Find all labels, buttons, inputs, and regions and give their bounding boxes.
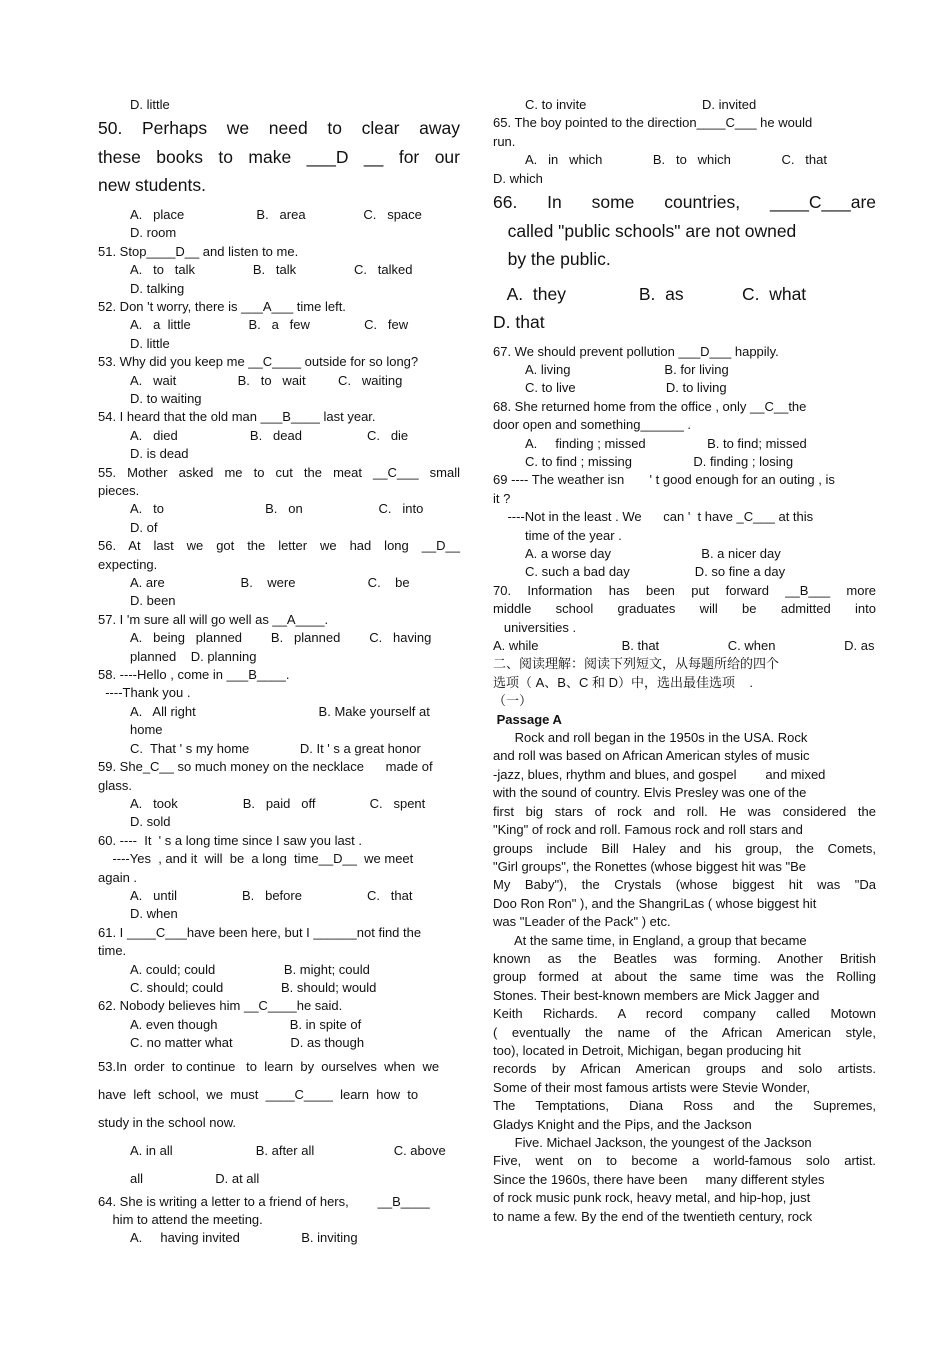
left-text-line: time.	[98, 943, 127, 959]
left-text-line: D. little	[130, 97, 170, 112]
right-text-line: 66. In some countries, ____C___are	[493, 192, 876, 213]
right-text-line: （一）	[493, 693, 533, 709]
right-text-line: 69 ---- The weather isn ' t good enough for an outing , is	[493, 472, 835, 488]
right-text-line: Gladys Knight and the Pips, and the Jackson	[493, 1116, 752, 1132]
left-text-line: D. to waiting	[130, 390, 202, 406]
left-text-line: 61. I ____C___have been here, but I ______not find the	[98, 924, 422, 940]
left-text-line: D. when	[130, 906, 178, 922]
right-text-line: ( eventually the name of the African American style,	[493, 1024, 876, 1040]
right-text-line: C. to invite D. invited	[525, 97, 757, 112]
left-text-line: 64. She is writing a letter to a friend of hers, __B____	[98, 1193, 430, 1209]
left-text-line: 62. Nobody believes him __C____he said.	[98, 998, 343, 1014]
left-text-line: A. wait B. to wait C. waiting	[130, 372, 403, 388]
right-text-line: 70. Information has been put forward __B___ more	[493, 582, 876, 598]
right-text-line: with the sound of country. Elvis Presley was one of the	[493, 785, 807, 801]
left-text-line: 55. Mother asked me to cut the meat __C___ small	[98, 464, 460, 480]
right-text-line: A. finding ; missed B. to find; missed	[525, 435, 807, 451]
right-text-line: At the same time, in England, a group that became	[493, 932, 807, 948]
left-text-line: home	[130, 722, 163, 738]
right-text-line: middle school graduates will be admitted into	[493, 601, 876, 617]
right-text-line: was "Leader of the Pack" ) etc.	[493, 914, 671, 930]
left-text-line: A. died B. dead C. die	[130, 427, 409, 443]
right-text-line: ----Not in the least . We can ' t have _C___ at this	[493, 509, 814, 525]
left-text-line: expecting.	[98, 556, 158, 572]
right-text-line: -jazz, blues, rhythm and blues, and gospel and mixed	[493, 766, 826, 782]
left-text-line: 54. I heard that the old man ___B____ last year.	[98, 409, 376, 425]
left-text-line: D. been	[130, 593, 176, 609]
left-text-line: 51. Stop____D__ and listen to me.	[98, 243, 299, 259]
right-text-line: it ?	[493, 490, 511, 506]
right-text-line: "Girl groups", the Ronettes (whose biggest hit was "Be	[493, 858, 806, 874]
left-text-line: A. are B. were C. be	[130, 575, 410, 591]
left-text-line: study in the school now.	[98, 1114, 237, 1130]
left-text-line: A. All right B. Make yourself at	[130, 703, 430, 719]
right-text-line: D. which	[493, 170, 543, 186]
left-text-line: 57. I 'm sure all will go well as __A____.	[98, 611, 329, 627]
left-text-line: C. That ' s my home D. It ' s a great honor	[130, 740, 421, 756]
right-text-line: groups include Bill Haley and his group, the Comets,	[493, 840, 876, 856]
right-text-line: D. that	[493, 312, 545, 333]
right-text-line: Keith Richards. A record company called Motown	[493, 1006, 876, 1022]
right-text-line: C. such a bad day D. so fine a day	[525, 564, 786, 580]
left-text-line: A. being planned B. planned C. having	[130, 630, 432, 646]
left-text-line: 58. ----Hello , come in ___B____.	[98, 667, 290, 683]
right-text-line: 68. She returned home from the office , only __C__the	[493, 398, 807, 414]
right-text-line: A. in which B. to which C. that	[525, 152, 827, 168]
left-text-line: 59. She_C__ so much money on the necklace made of	[98, 759, 433, 775]
left-text-line: have left school, we must ____C____ learn how to	[98, 1086, 419, 1102]
left-text-line: A. having invited B. inviting	[130, 1230, 358, 1246]
left-text-line: 60. ---- It ' s a long time since I saw you last .	[98, 832, 363, 848]
right-text-line: 选项（ A、B、C 和 D）中，选出最佳选项 .	[493, 674, 754, 690]
right-text-line: of rock music punk rock, heavy metal, and hip-hop, just	[493, 1190, 811, 1206]
right-text-line: C. to live D. to living	[525, 380, 727, 396]
right-text-line: "King" of rock and roll. Famous rock and roll stars and	[493, 822, 803, 838]
right-text-line: Doo Ron Ron" ), and the ShangriLas ( whose biggest hit	[493, 895, 817, 911]
right-text-line: door open and something______ .	[493, 417, 692, 433]
left-text-line: new students.	[98, 175, 206, 196]
right-text-line: too), located in Detroit, Michigan, began producing hit	[493, 1042, 801, 1058]
right-text-line: to name a few. By the end of the twentieth century, rock	[493, 1208, 813, 1224]
left-text-line: A. to B. on C. into	[130, 501, 424, 517]
left-text-line: 56. At last we got the letter we had long __D__	[98, 538, 460, 554]
left-text-line: A. even though B. in spite of	[130, 1016, 362, 1032]
right-text-line: called "public schools" are not owned	[493, 220, 797, 241]
right-text-line: 二、阅读理解：阅读下列短文，从每题所给的四个	[493, 656, 780, 672]
left-text-line: glass.	[98, 777, 132, 793]
right-text-line: 67. We should prevent pollution ___D___ happily.	[493, 343, 779, 359]
right-text-line: Rock and roll began in the 1950s in the USA. Rock	[493, 730, 808, 746]
left-text-line: D. sold	[130, 814, 171, 830]
right-text-line: Passage A	[493, 711, 562, 727]
left-text-line: D. talking	[130, 280, 185, 296]
left-text-line: pieces.	[98, 483, 140, 498]
right-column	[493, 96, 876, 1226]
left-text-line: these books to make ___D __ for our	[98, 146, 460, 167]
left-text-line: A. until B. before C. that	[130, 887, 413, 903]
left-text-line: planned D. planning	[130, 648, 257, 664]
right-text-line: records by African American groups and solo artists.	[493, 1061, 876, 1077]
right-text-line: A. while B. that C. when D. as	[493, 638, 875, 654]
left-text-line: A. a little B. a few C. few	[130, 317, 409, 333]
right-text-line: My Baby"), the Crystals (whose biggest hit was "Da	[493, 877, 876, 893]
left-text-line: D. room	[130, 225, 177, 241]
left-text-line: 50. Perhaps we need to clear away	[98, 118, 460, 139]
right-text-line: and roll was based on African American styles of music	[493, 748, 810, 764]
left-text-line: C. no matter what D. as though	[130, 1035, 365, 1051]
right-text-line: Five, went on to become a world-famous solo artist.	[493, 1153, 876, 1169]
right-text-line: C. to find ; missing D. finding ; losing	[525, 453, 794, 469]
left-text-line: ----Yes , and it will be a long time__D__ we meet	[98, 851, 414, 867]
left-text-line: D. is dead	[130, 446, 189, 462]
right-text-line: universities .	[493, 619, 577, 635]
right-text-line: The Temptations, Diana Ross and the Supremes,	[493, 1098, 876, 1114]
left-text-line: again .	[98, 869, 138, 885]
right-text-line: run.	[493, 133, 516, 149]
right-text-line: Some of their most famous artists were Stevie Wonder,	[493, 1079, 810, 1095]
left-text-line: C. should; could B. should; would	[130, 979, 377, 995]
right-text-line: by the public.	[493, 249, 611, 270]
right-text-line: 65. The boy pointed to the direction____C___ he would	[493, 115, 813, 131]
right-text-line: Five. Michael Jackson, the youngest of the Jackson	[493, 1135, 812, 1150]
left-text-line: A. to talk B. talk C. talked	[130, 262, 413, 278]
right-text-line: A. a worse day B. a nicer day	[525, 546, 781, 561]
left-text-line: D. of	[130, 519, 158, 535]
left-text-line: A. in all B. after all C. above	[130, 1142, 446, 1158]
right-text-line: A. they B. as C. what	[493, 283, 807, 304]
left-text-line: A. could; could B. might; could	[130, 961, 370, 977]
right-text-line: Since the 1960s, there have been many different styles	[493, 1171, 825, 1187]
right-text-line: first big stars of rock and roll. He was considered the	[493, 803, 876, 819]
left-text-line: A. place B. area C. space	[130, 206, 422, 222]
right-text-line: Stones. Their best-known members are Mick Jagger and	[493, 987, 820, 1003]
left-text-line: him to attend the meeting.	[98, 1212, 263, 1227]
left-text-line: A. took B. paid off C. spent	[130, 795, 426, 811]
left-text-line: 53. Why did you keep me __C____ outside for so long?	[98, 354, 419, 370]
left-text-line: 52. Don 't worry, there is ___A___ time left.	[98, 298, 346, 314]
left-column	[98, 96, 460, 1248]
left-text-line: 53.In order to continue to learn by ourselves when we	[98, 1058, 440, 1074]
right-text-line: A. living B. for living	[525, 361, 729, 377]
right-text-line: known as the Beatles was forming. Another British	[493, 950, 876, 966]
right-text-line: time of the year .	[525, 527, 622, 543]
right-text-line: group formed at about the same time was the Rolling	[493, 969, 876, 985]
left-text-line: all D. at all	[130, 1170, 260, 1186]
left-text-line: D. little	[130, 335, 170, 351]
left-text-line: ----Thank you .	[98, 685, 191, 701]
